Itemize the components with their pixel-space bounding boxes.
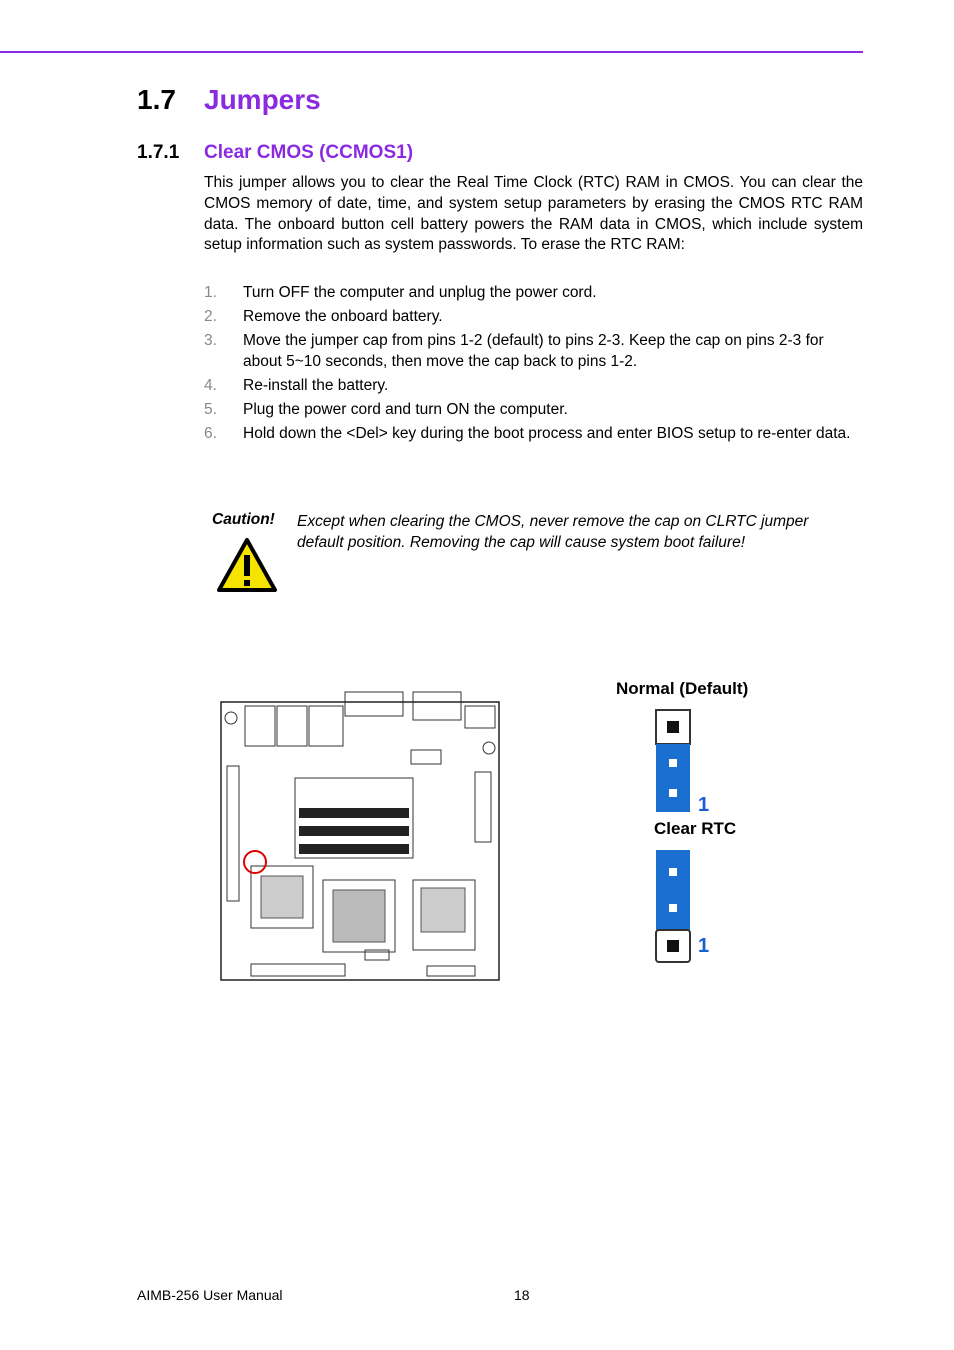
subsection-number: 1.7.1 bbox=[137, 142, 180, 163]
list-item bbox=[204, 423, 866, 444]
step-number: 1. bbox=[204, 284, 217, 301]
header-rule bbox=[0, 51, 863, 53]
pin1-label: 1 bbox=[698, 935, 710, 957]
motherboard-diagram bbox=[215, 686, 507, 986]
step-number: 6. bbox=[204, 425, 217, 442]
step-number: 3. bbox=[204, 332, 217, 349]
intro-paragraph: This jumper allows you to clear the Real Time Clock (RTC) RAM in CMOS. You can clear the CMOS memory of date, time, and system setup parameters by erasing the CMOS RTC RAM data. The onboard button cell battery powers the RAM data in CMOS, which include system setup information such as system passwords. To erase the RTC RAM: bbox=[204, 174, 863, 254]
caution-text: Except when clearing the CMOS, never remove the cap on CLRTC jumper default position. Removing the cap will cause system boot failure! bbox=[297, 513, 809, 551]
section-title: Jumpers bbox=[204, 84, 321, 115]
jumper-clear-diagram bbox=[648, 846, 718, 968]
jumper-clear-label: Clear RTC bbox=[654, 819, 737, 838]
list-item bbox=[204, 306, 866, 327]
footer-manual-title: AIMB-256 User Manual bbox=[137, 1287, 283, 1303]
subsection-title: Clear CMOS (CCMOS1) bbox=[204, 142, 414, 163]
section-number: 1.7 bbox=[137, 84, 176, 115]
step-number: 2. bbox=[204, 308, 217, 325]
step-text: Move the jumper cap from pins 1-2 (default) to pins 2-3. Keep the cap on pins 2-3 for about 5~10 seconds, then move the cap back to pins 1-2. bbox=[243, 332, 824, 370]
step-text: Turn OFF the computer and unplug the power cord. bbox=[243, 284, 597, 301]
jumper-normal-diagram bbox=[648, 704, 718, 816]
steps-list bbox=[204, 282, 866, 447]
step-number: 5. bbox=[204, 401, 217, 418]
jumper-normal-label: Normal (Default) bbox=[616, 679, 749, 698]
list-item bbox=[204, 282, 866, 303]
list-item bbox=[204, 330, 866, 372]
step-text: Plug the power cord and turn ON the computer. bbox=[243, 401, 568, 418]
list-item bbox=[204, 399, 866, 420]
list-item bbox=[204, 375, 866, 396]
step-number: 4. bbox=[204, 377, 217, 394]
pin1-label: 1 bbox=[698, 794, 710, 816]
footer-page-number: 18 bbox=[514, 1287, 530, 1303]
step-text: Re-install the battery. bbox=[243, 377, 389, 394]
caution-label: Caution! bbox=[212, 511, 275, 528]
step-text: Remove the onboard battery. bbox=[243, 308, 443, 325]
warning-triangle-icon bbox=[216, 537, 278, 593]
step-text: Hold down the <Del> key during the boot process and enter BIOS setup to re-enter data. bbox=[243, 425, 851, 442]
